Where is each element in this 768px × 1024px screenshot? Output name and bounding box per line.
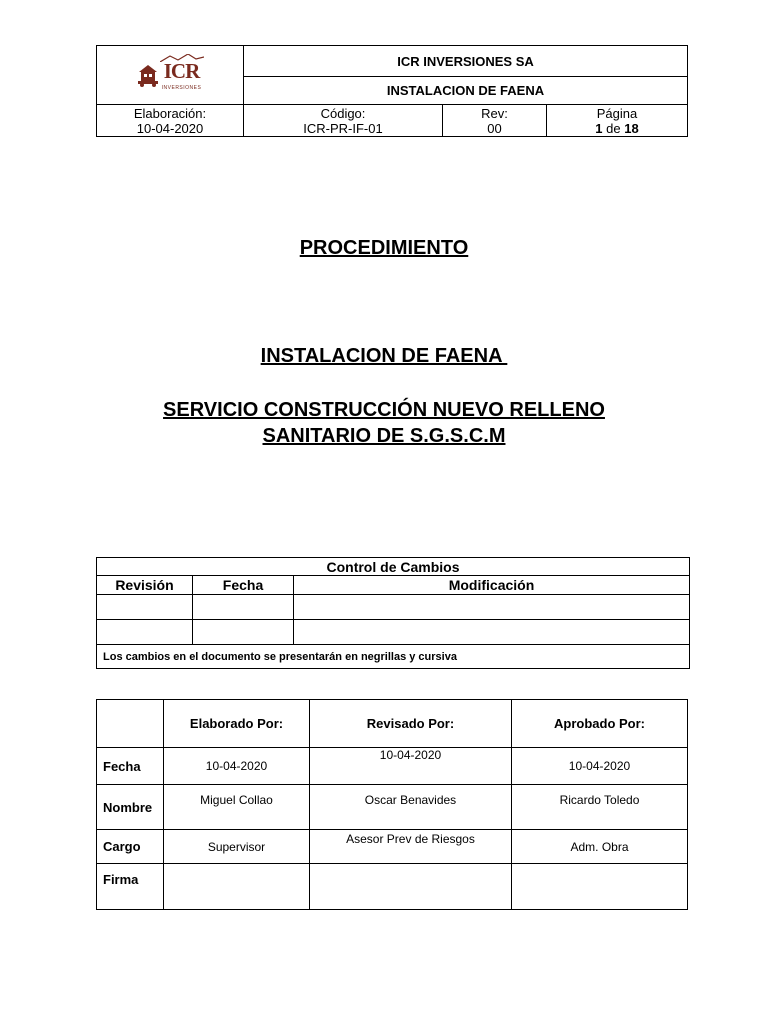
codigo-label: Código:	[320, 105, 366, 121]
servicio-heading-line1: SERVICIO CONSTRUCCIÓN NUEVO RELLENO	[163, 399, 605, 421]
col-modificacion: Modificación	[294, 576, 690, 595]
col-aprobado: Aprobado Por:	[512, 700, 688, 748]
col-revisado: Revisado Por:	[310, 700, 512, 748]
fecha-elaborado: 10-04-2020	[164, 748, 310, 785]
empty-cell	[294, 595, 690, 620]
pagina-current: 1	[595, 120, 603, 136]
row-label-firma: Firma	[97, 864, 164, 910]
table-row	[97, 620, 690, 645]
empty-cell	[97, 595, 193, 620]
rev-label: Rev:	[481, 105, 508, 121]
nombre-elaborado: Miguel Collao	[164, 785, 310, 830]
document-header	[96, 45, 688, 137]
logo-cell	[97, 46, 244, 105]
cargo-aprobado: Adm. Obra	[512, 830, 688, 864]
pagina-label: Página	[596, 105, 638, 121]
table-row	[97, 830, 688, 864]
pagina-total: 18	[624, 120, 639, 136]
truck-house-icon	[137, 62, 159, 88]
fecha-revisado	[310, 748, 512, 785]
pagina-cell	[547, 105, 688, 137]
company-name: ICR INVERSIONES SA	[244, 46, 688, 77]
servicio-heading-line2: SANITARIO DE S.G.S.C.M	[262, 425, 506, 447]
col-elaborado: Elaborado Por:	[164, 700, 310, 748]
firma-elaborado	[164, 864, 310, 910]
instalacion-heading: INSTALACION DE FAENA	[260, 345, 508, 367]
cargo-elaborado: Supervisor	[164, 830, 310, 864]
row-label-fecha: Fecha	[97, 748, 164, 785]
change-control-note: Los cambios en el documento se presentarán en negrillas y cursiva	[97, 645, 690, 669]
table-row	[97, 595, 690, 620]
row-label-cargo: Cargo	[97, 830, 164, 864]
table-row	[97, 748, 688, 785]
pagina-value	[547, 121, 687, 136]
col-fecha: Fecha	[193, 576, 294, 595]
elaboracion-label: Elaboración:	[133, 105, 207, 121]
empty-cell	[294, 620, 690, 645]
rev-cell	[443, 105, 547, 137]
nombre-revisado: Oscar Benavides	[310, 785, 512, 830]
fecha-revisado-text: 10-04-2020	[379, 748, 442, 762]
logo-text: ICR	[163, 59, 200, 83]
procedimiento-heading: PROCEDIMIENTO	[299, 237, 469, 259]
codigo-value: ICR-PR-IF-01	[303, 120, 383, 136]
change-control-title: Control de Cambios	[97, 558, 690, 576]
col-revision: Revisión	[97, 576, 193, 595]
empty-cell	[97, 700, 164, 748]
fecha-aprobado: 10-04-2020	[512, 748, 688, 785]
firma-aprobado	[512, 864, 688, 910]
approval-table	[96, 699, 688, 910]
empty-cell	[97, 620, 193, 645]
document-title: INSTALACION DE FAENA	[244, 77, 688, 105]
nombre-aprobado: Ricardo Toledo	[512, 785, 688, 830]
table-row	[97, 785, 688, 830]
logo-subtext: INVERSIONES	[161, 85, 202, 91]
row-label-nombre: Nombre	[97, 785, 164, 830]
change-control-table	[96, 557, 690, 669]
company-logo	[97, 54, 243, 96]
empty-cell	[193, 595, 294, 620]
empty-cell	[193, 620, 294, 645]
cargo-revisado: Asesor Prev de Riesgos	[310, 830, 512, 864]
rev-value: 00	[487, 120, 502, 136]
table-row	[97, 864, 688, 910]
elaboracion-value: 10-04-2020	[136, 120, 204, 136]
elaboracion-cell	[97, 105, 244, 137]
codigo-cell	[244, 105, 443, 137]
pagina-de: de	[606, 120, 621, 136]
firma-revisado	[310, 864, 512, 910]
